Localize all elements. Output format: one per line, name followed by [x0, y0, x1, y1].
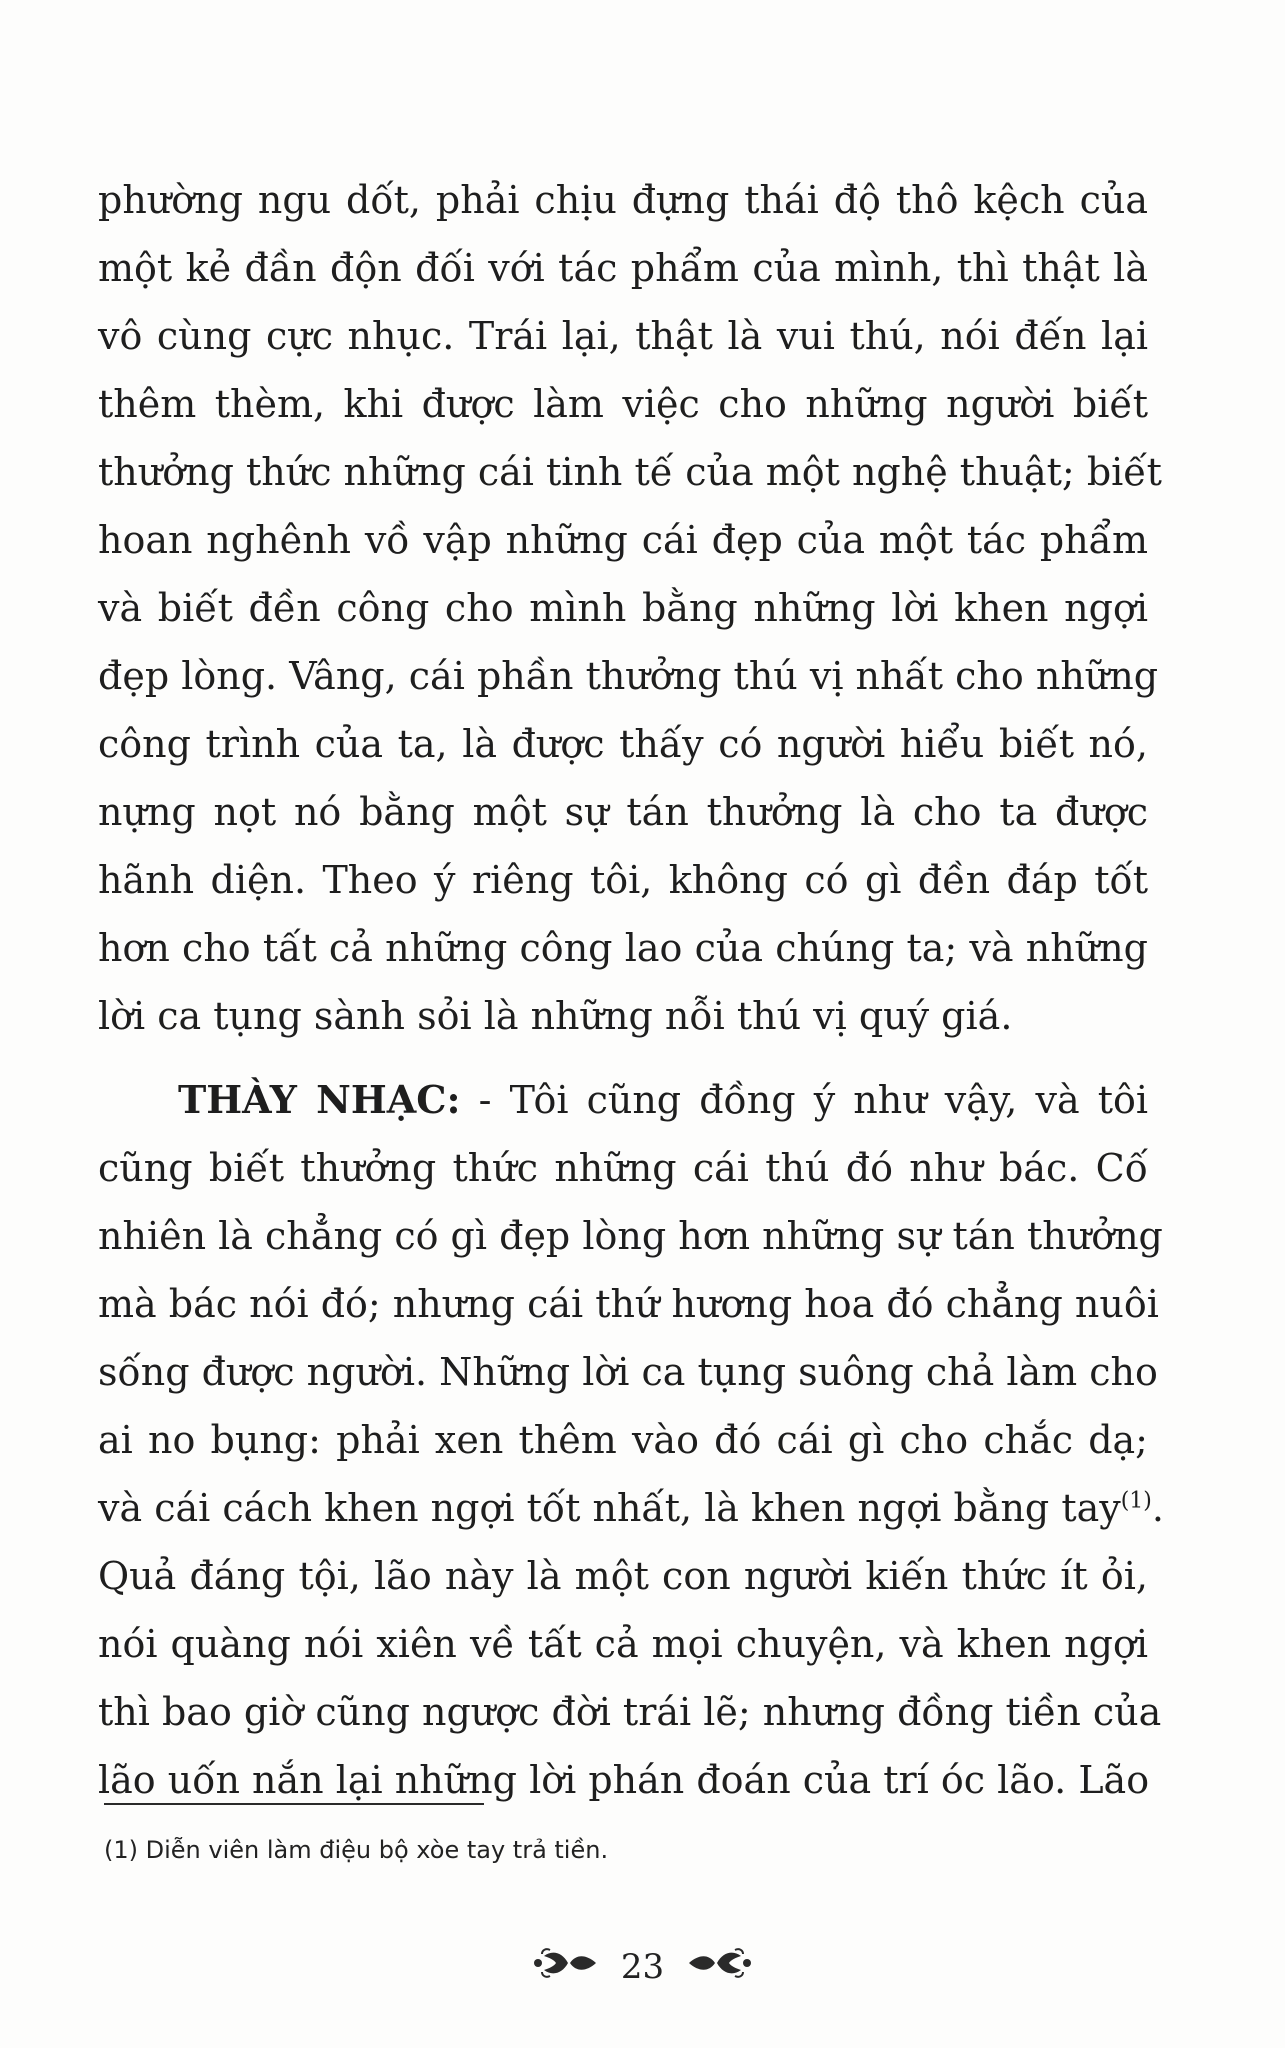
footnote-ref-text: và cái cách khen ngợi tốt nhất, là khen ngợi bằng tay	[98, 1486, 1121, 1530]
text-line: lời ca tụng sành sỏi là những nỗi thú vị quý giá.	[98, 994, 1013, 1038]
speaker-line	[98, 1066, 1148, 1134]
text-line: mà bác nói đó; nhưng cái thứ hương hoa đó chẳng nuôi	[98, 1282, 1159, 1326]
paragraph-1	[98, 166, 1162, 1050]
text-line: vô cùng cực nhục. Trái lại, thật là vui thú, nói đến lại	[98, 314, 1148, 358]
text-line: đẹp lòng. Vâng, cái phần thưởng thú vị nhất cho những	[98, 654, 1159, 698]
text-line: Quả đáng tội, lão này là một con người kiến thức ít ỏi,	[98, 1554, 1148, 1598]
footnote-marker: (1)	[1120, 1488, 1152, 1514]
text-line: nói quàng nói xiên về tất cả mọi chuyện, và khen ngợi	[98, 1622, 1148, 1666]
text-line: một kẻ đần độn đối với tác phẩm của mình, thì thật là	[98, 246, 1148, 290]
page-number: 23	[620, 1947, 665, 1987]
text-line: phường ngu dốt, phải chịu đựng thái độ thô kệch của	[98, 178, 1148, 222]
text-line: lão uốn nắn lại những lời phán đoán của trí óc lão. Lão	[98, 1758, 1150, 1802]
text-line: hãnh diện. Theo ý riêng tôi, không có gì đền đáp tốt	[98, 858, 1148, 902]
body-text	[98, 166, 1164, 1814]
text-line: nựng nọt nó bằng một sự tán thưởng là cho ta được	[98, 790, 1148, 834]
text-line: ai no bụng: phải xen thêm vào đó cái gì cho chắc dạ;	[98, 1418, 1148, 1462]
footnote: (1) Diễn viên làm điệu bộ xòe tay trả tiền.	[104, 1836, 609, 1864]
text-line: hơn cho tất cả những công lao của chúng ta; và những	[98, 926, 1148, 970]
text-line: thì bao giờ cũng ngược đời trái lẽ; nhưng đồng tiền của	[98, 1690, 1162, 1734]
text-line: nhiên là chẳng có gì đẹp lòng hơn những sự tán thưởng	[98, 1214, 1163, 1258]
footnote-divider	[104, 1803, 484, 1805]
text-line: hoan nghênh vồ vập những cái đẹp của một tác phẩm	[98, 518, 1148, 562]
paragraph-2	[98, 1066, 1164, 1814]
footnote-ref-tail: .	[1151, 1486, 1164, 1530]
footnote-ref-line	[98, 1474, 1164, 1542]
text-line: thêm thèm, khi được làm việc cho những người biết	[98, 382, 1148, 426]
right-ornament-icon	[685, 1946, 755, 1989]
speaker-name: THÀY NHẠC:	[178, 1077, 461, 1122]
left-ornament-icon	[530, 1946, 600, 1989]
text-line: và biết đền công cho mình bằng những lời khen ngợi	[98, 586, 1148, 630]
text-line: công trình của ta, là được thấy có người hiểu biết nó,	[98, 722, 1148, 766]
text-line: cũng biết thưởng thức những cái thú đó như bác. Cố	[98, 1146, 1148, 1190]
text-line: sống được người. Những lời ca tụng suông chả làm cho	[98, 1350, 1158, 1394]
page-footer	[0, 1945, 1285, 1989]
speaker-text: - Tôi cũng đồng ý như vậy, và tôi	[460, 1078, 1149, 1122]
text-line: thưởng thức những cái tinh tế của một nghệ thuật; biết	[98, 450, 1162, 494]
paragraph-gap	[98, 1050, 1148, 1066]
